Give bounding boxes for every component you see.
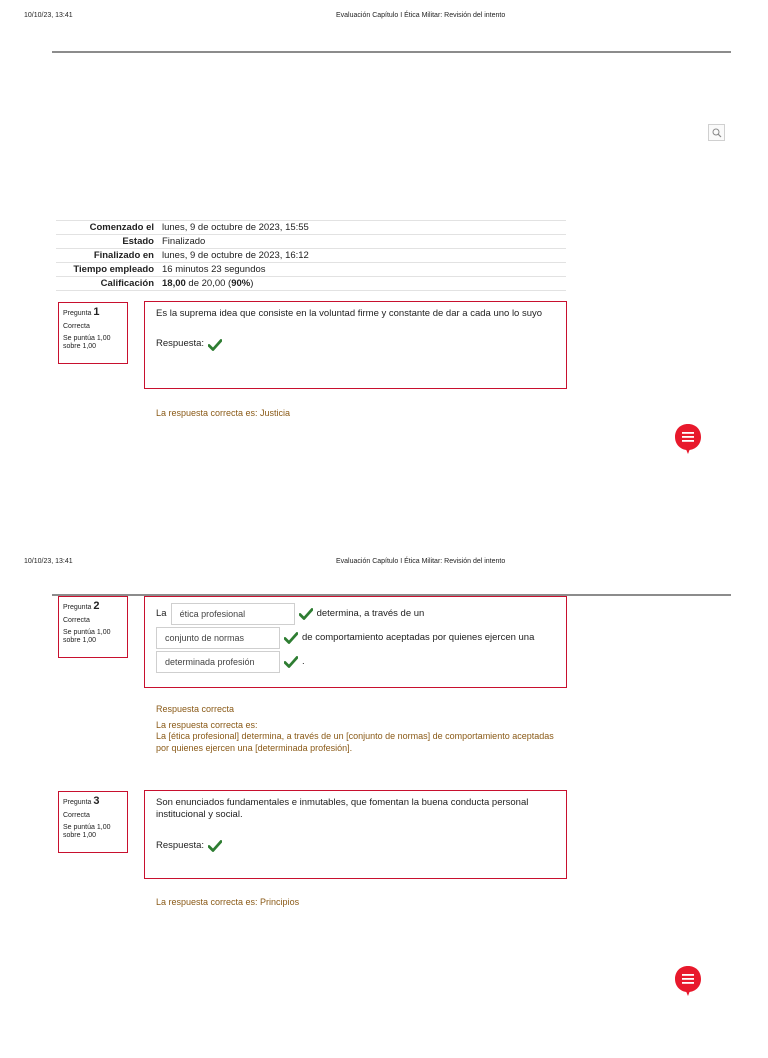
- summary-value: lunes, 9 de octubre de 2023, 15:55: [162, 222, 309, 233]
- print-page-1: [0, 0, 768, 512]
- checkmark-icon: [299, 608, 313, 620]
- chat-bubble-icon[interactable]: [674, 965, 702, 997]
- checkmark-icon: [284, 656, 298, 668]
- question-grade: Se puntúa 1,00 sobre 1,00: [63, 628, 111, 645]
- question-2-info: [58, 596, 128, 658]
- feedback-status: Respuesta correcta: [156, 704, 235, 714]
- question-3-info: [58, 791, 128, 853]
- question-number: 2: [93, 600, 100, 612]
- cloze-text: .: [302, 655, 305, 667]
- grade-score: 18,00: [162, 278, 186, 289]
- attempt-summary-table: [56, 220, 566, 291]
- question-label: Pregunta: [63, 604, 92, 611]
- question-grade: Se puntúa 1,00 sobre 1,00: [63, 334, 111, 351]
- question-2-content: [144, 596, 567, 688]
- question-number: 1: [93, 306, 100, 318]
- question-label: Pregunta: [63, 799, 92, 806]
- summary-row: [56, 263, 566, 277]
- print-date: 10/10/23, 13:41: [24, 558, 73, 565]
- feedback-intro: La respuesta correcta es:: [156, 719, 258, 730]
- cloze-text: determina, a través de un: [316, 607, 425, 619]
- cloze-row: [156, 651, 555, 673]
- question-1-content: [144, 301, 567, 389]
- checkmark-icon: [208, 339, 222, 351]
- answer-line: [156, 338, 555, 350]
- question-grade: Se puntúa 1,00 sobre 1,00: [63, 823, 111, 840]
- summary-value: Finalizado: [162, 236, 206, 247]
- question-label: Pregunta: [63, 310, 92, 317]
- cloze-row: [156, 603, 555, 625]
- question-1-feedback: La respuesta correcta es: Justicia: [156, 408, 291, 418]
- print-date: 10/10/23, 13:41: [24, 12, 73, 19]
- checkmark-icon: [208, 840, 222, 852]
- question-status: Correcta: [63, 811, 90, 819]
- question-2-feedback: [156, 704, 556, 755]
- grade-mid: de 20,00 (: [185, 278, 232, 289]
- question-3-content: [144, 790, 567, 879]
- cloze-row: [156, 627, 555, 649]
- search-button[interactable]: [708, 124, 725, 141]
- question-status: Correcta: [63, 322, 90, 330]
- print-title: Evaluación Capítulo I Ética Militar: Revisión del intento: [336, 12, 506, 19]
- feedback-text: La [ética profesional] determina, a través de un [conjunto de normas] de comportamiento aceptadas por quienes ejercen una [determinada profesión].: [156, 731, 554, 754]
- summary-row: [56, 235, 566, 249]
- answer-line: [156, 840, 555, 852]
- grade-value: [158, 277, 566, 291]
- question-status: Correcta: [63, 616, 90, 624]
- search-icon: [712, 128, 722, 138]
- summary-label: Estado: [122, 236, 154, 247]
- answer-blank-1[interactable]: ética profesional: [171, 603, 295, 625]
- grade-label: Calificación: [100, 278, 154, 289]
- summary-row-grade: [56, 277, 566, 291]
- summary-row: [56, 249, 566, 263]
- cloze-text: de comportamiento aceptadas por quienes ejercen una: [302, 631, 535, 643]
- summary-value: lunes, 9 de octubre de 2023, 16:12: [162, 250, 309, 261]
- header-divider: [52, 51, 731, 53]
- checkmark-icon: [284, 632, 298, 644]
- summary-label: Tiempo empleado: [73, 264, 154, 275]
- question-number: 3: [93, 795, 100, 807]
- summary-row: [56, 221, 566, 235]
- grade-percent: 90%: [231, 278, 251, 289]
- answer-blank-2[interactable]: conjunto de normas: [156, 627, 280, 649]
- grade-end: ): [250, 278, 254, 289]
- summary-value: 16 minutos 23 segundos: [162, 264, 266, 275]
- question-1-info: [58, 302, 128, 364]
- question-3-feedback: La respuesta correcta es: Principios: [156, 897, 300, 907]
- question-text: Son enunciados fundamentales e inmutables, que fomentan la buena conducta personal institucional y social.: [156, 797, 529, 821]
- print-title: Evaluación Capítulo I Ética Militar: Revisión del intento: [336, 558, 506, 565]
- summary-label: Finalizado en: [93, 250, 154, 261]
- summary-label: Comenzado el: [89, 222, 154, 233]
- answer-label: Respuesta:: [156, 338, 205, 350]
- chat-bubble-icon[interactable]: [674, 423, 702, 455]
- print-page-2: [0, 546, 768, 1058]
- answer-blank-3[interactable]: determinada profesión: [156, 651, 280, 673]
- cloze-text: La: [156, 607, 167, 619]
- answer-label: Respuesta:: [156, 839, 205, 851]
- question-text: Es la suprema idea que consiste en la voluntad firme y constante de dar a cada uno lo suyo: [156, 308, 543, 319]
